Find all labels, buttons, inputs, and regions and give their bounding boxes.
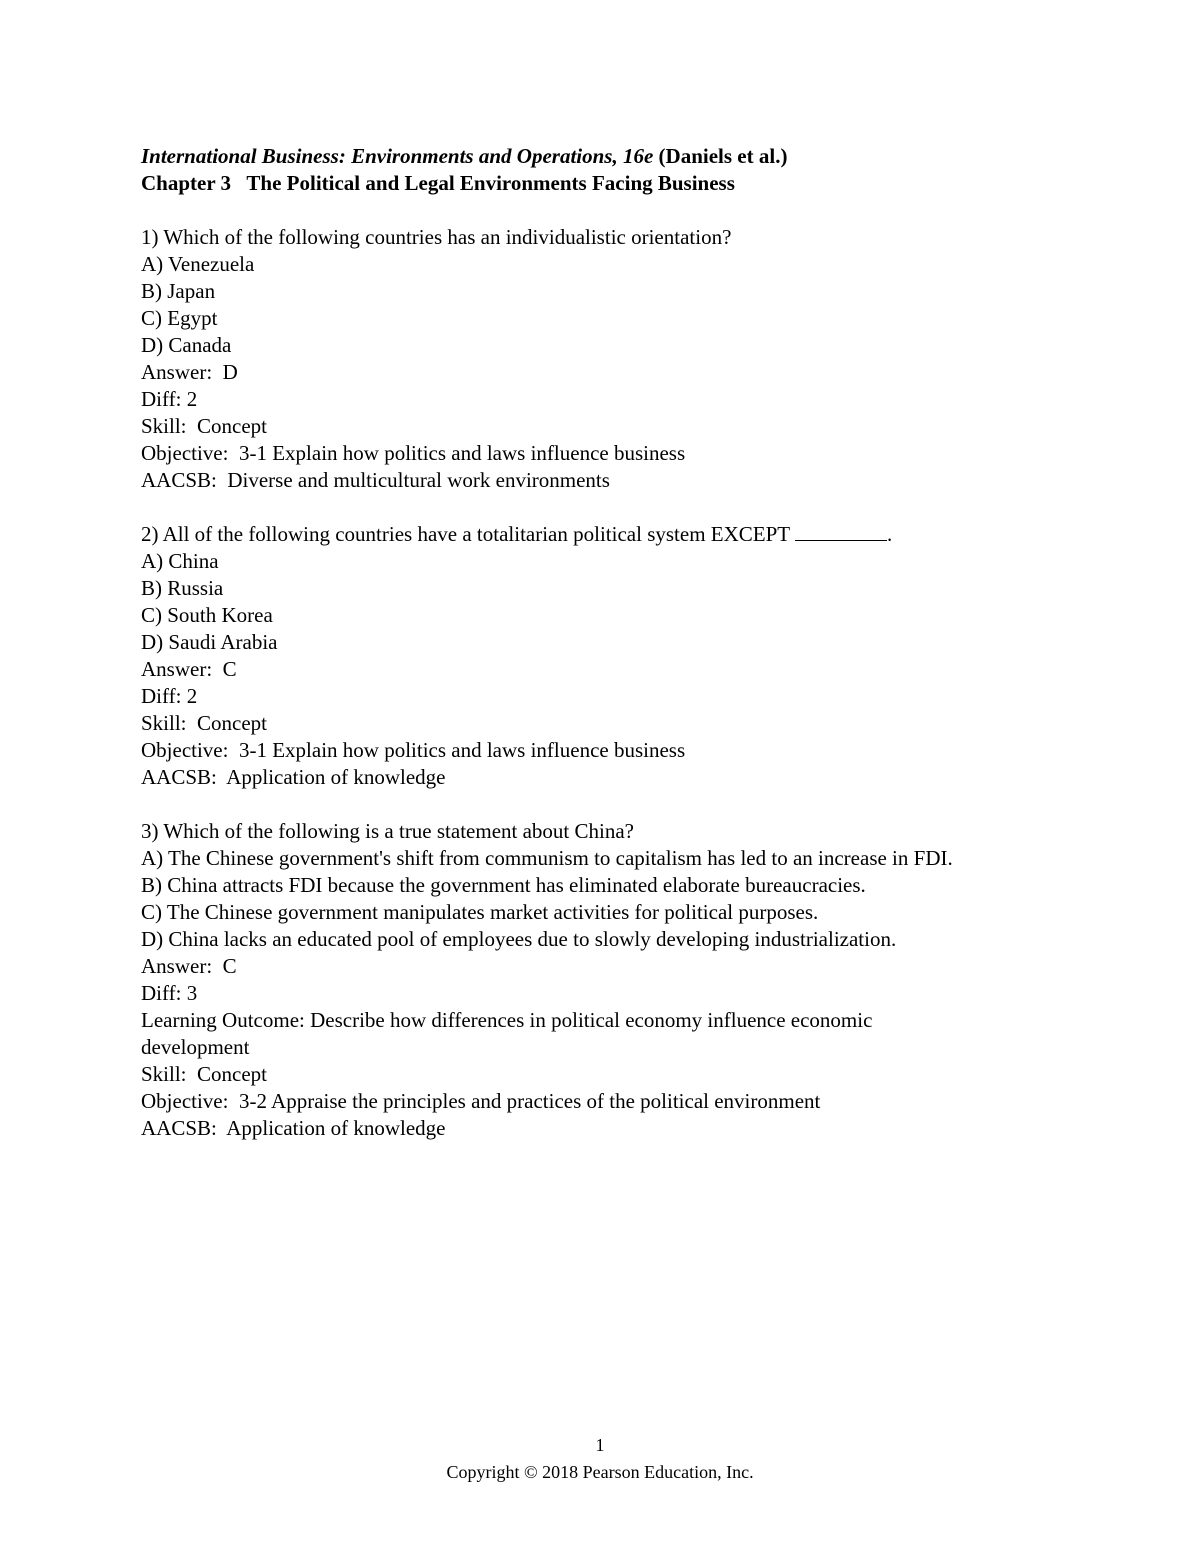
- difficulty: Diff: 2: [141, 684, 198, 708]
- option-c: C) The Chinese government manipulates market activities for political purposes.: [141, 900, 819, 924]
- option-d: D) Canada: [141, 333, 232, 357]
- aacsb: AACSB: Diverse and multicultural work environments: [141, 468, 610, 492]
- book-title-line: [141, 143, 1081, 170]
- question-stem-text: 2) All of the following countries have a totalitarian political system EXCEPT: [141, 522, 790, 546]
- answer: Answer: C: [141, 954, 237, 978]
- option-a: A) The Chinese government's shift from communism to capitalism has led to an increase in FDI.: [141, 846, 953, 870]
- difficulty: Diff: 2: [141, 387, 198, 411]
- question-3: [141, 818, 1081, 1142]
- copyright-notice: Copyright © 2018 Pearson Education, Inc.: [446, 1462, 754, 1482]
- question-stem: [141, 521, 1081, 548]
- option-d: D) Saudi Arabia: [141, 630, 278, 654]
- option-b: B) Japan: [141, 279, 216, 303]
- question-1: [141, 224, 1081, 494]
- spacer: [141, 791, 1081, 818]
- objective: Objective: 3-1 Explain how politics and laws influence business: [141, 738, 686, 762]
- aacsb: AACSB: Application of knowledge: [141, 1116, 446, 1140]
- spacer: [141, 494, 1081, 521]
- option-d: D) China lacks an educated pool of employees due to slowly developing industrialization.: [141, 927, 897, 951]
- question-2: [141, 521, 1081, 791]
- option-b: B) Russia: [141, 576, 224, 600]
- skill: Skill: Concept: [141, 1062, 267, 1086]
- question-stem-end: .: [886, 522, 893, 546]
- chapter-title: Chapter 3 The Political and Legal Environments Facing Business: [141, 171, 735, 195]
- option-c: C) Egypt: [141, 306, 218, 330]
- book-title: International Business: Environments and Operations, 16e: [141, 144, 654, 168]
- answer: Answer: C: [141, 657, 237, 681]
- answer: Answer: D: [141, 360, 238, 384]
- spacer: [141, 197, 1081, 224]
- skill: Skill: Concept: [141, 414, 267, 438]
- objective: Objective: 3-2 Appraise the principles and practices of the political environment: [141, 1089, 821, 1113]
- question-stem: 3) Which of the following is a true statement about China?: [141, 819, 634, 843]
- objective: Objective: 3-1 Explain how politics and laws influence business: [141, 441, 686, 465]
- page-number: 1: [595, 1435, 605, 1455]
- aacsb: AACSB: Application of knowledge: [141, 765, 446, 789]
- option-a: A) China: [141, 549, 219, 573]
- question-stem: 1) Which of the following countries has an individualistic orientation?: [141, 225, 732, 249]
- learning-outcome: Learning Outcome: Describe how differences in political economy influence economic development: [141, 1008, 873, 1059]
- skill: Skill: Concept: [141, 711, 267, 735]
- option-b: B) China attracts FDI because the government has eliminated elaborate bureaucracies.: [141, 873, 866, 897]
- difficulty: Diff: 3: [141, 981, 198, 1005]
- document-page: [141, 143, 1081, 1142]
- answer-blank: [795, 522, 887, 541]
- option-c: C) South Korea: [141, 603, 273, 627]
- option-a: A) Venezuela: [141, 252, 255, 276]
- book-authors: (Daniels et al.): [658, 144, 788, 168]
